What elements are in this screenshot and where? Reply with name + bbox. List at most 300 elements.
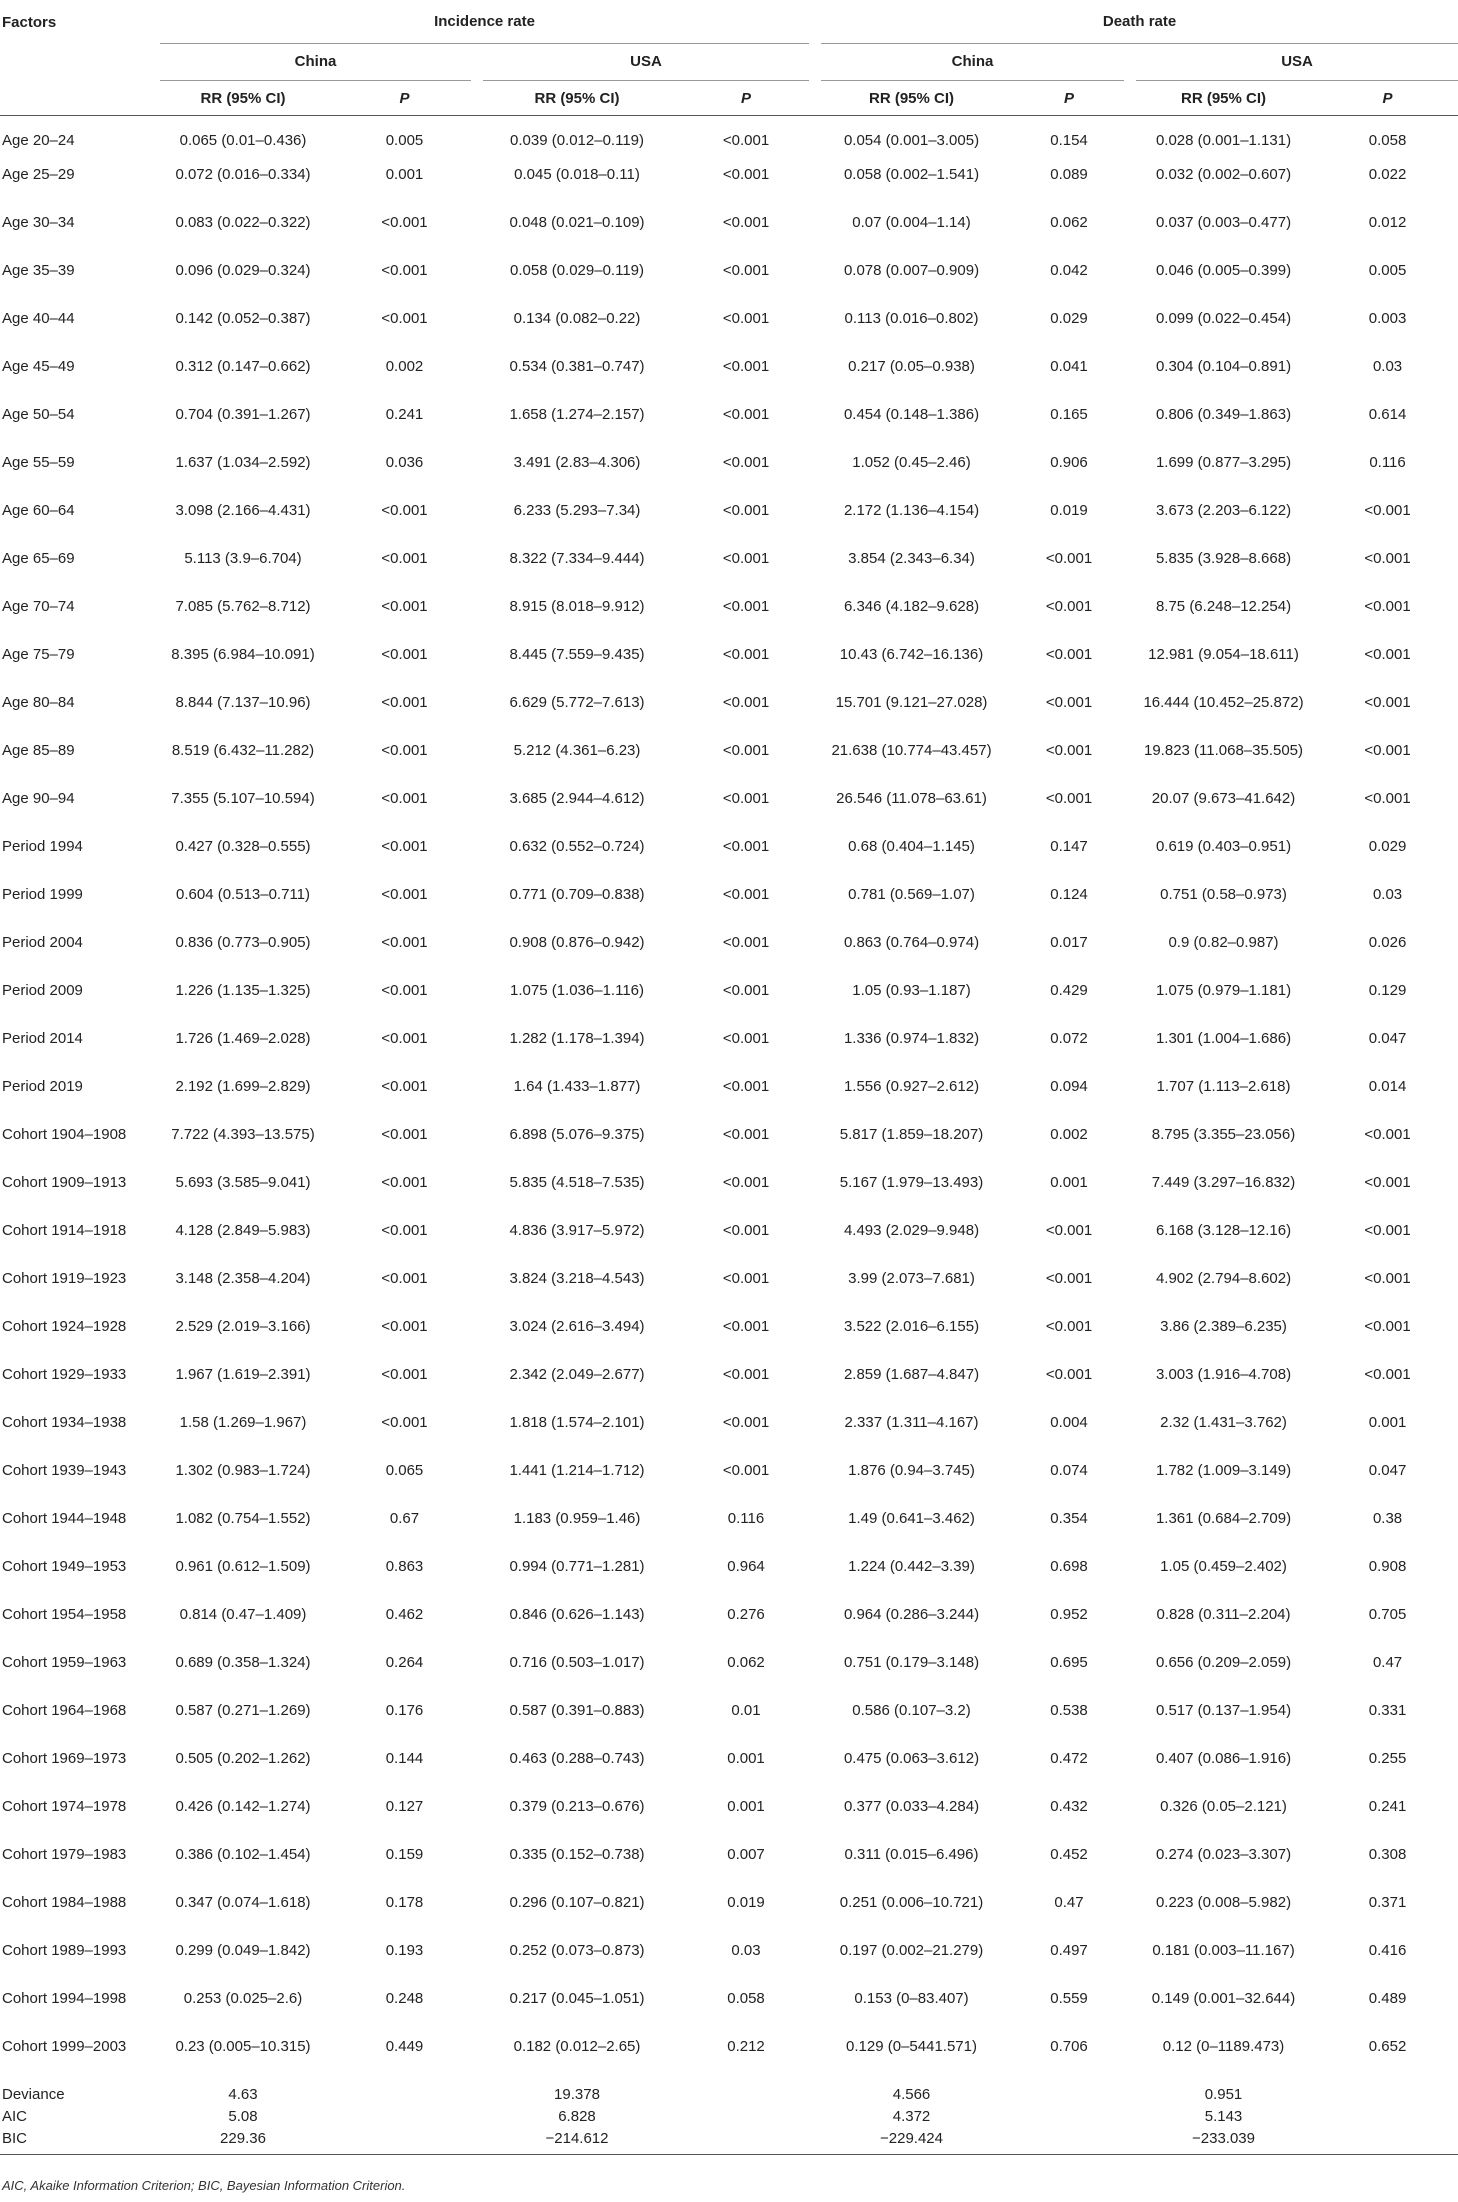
p-value-cell: 0.705 [1368, 1606, 1407, 1623]
factor-label: Cohort 1964–1968 [2, 1702, 127, 1719]
p-value-cell: 0.147 [1050, 838, 1088, 855]
factor-label: Cohort 1949–1953 [2, 1558, 127, 1575]
p-value-cell: <0.001 [722, 1174, 770, 1191]
p-value-cell: <0.001 [1045, 550, 1093, 567]
p-value-cell: 0.047 [1368, 1462, 1407, 1479]
rr-cell: 3.024 (2.616–3.494) [509, 1318, 645, 1335]
table-header [0, 0, 1458, 116]
rr-cell: 0.07 (0.004–1.14) [852, 214, 971, 231]
death-china-header [815, 44, 1130, 81]
rr-cell: 0.296 (0.107–0.821) [509, 1894, 645, 1911]
rr-cell: 8.322 (7.334–9.444) [509, 550, 645, 567]
rr-cell: 0.771 (0.709–0.838) [509, 886, 645, 903]
table-row [0, 1076, 1458, 1124]
p-value-cell: <0.001 [1364, 1318, 1411, 1335]
rr-cell: 3.854 (2.343–6.34) [848, 550, 975, 567]
rr-cell: 3.86 (2.389–6.235) [1160, 1318, 1287, 1335]
empty-cell [1008, 2084, 1130, 2106]
p-value-cell: <0.001 [722, 598, 770, 615]
p-value-cell: 0.094 [1050, 1078, 1088, 1095]
rr-cell: 0.046 (0.005–0.399) [1155, 262, 1292, 279]
rr-cell: 0.704 (0.391–1.267) [175, 406, 311, 423]
stat-value: 5.08 [228, 2108, 258, 2125]
rr-cell: 0.182 (0.012–2.65) [513, 2038, 641, 2055]
p-value-cell: 0.116 [1369, 454, 1406, 471]
factor-label: Cohort 1924–1928 [2, 1318, 127, 1335]
rr-cell: 0.689 (0.358–1.324) [175, 1654, 311, 1671]
p-value-cell: <0.001 [722, 1414, 770, 1431]
p-value-cell: 0.001 [1050, 1174, 1088, 1191]
rr-cell: 10.43 (6.742–16.136) [839, 646, 984, 663]
p-value-cell: <0.001 [381, 934, 428, 951]
p-value-cell: 0.695 [1050, 1654, 1088, 1671]
rr-cell: 5.693 (3.585–9.041) [175, 1174, 311, 1191]
rr-cell: 4.128 (2.849–5.983) [175, 1222, 311, 1239]
p-value-cell: <0.001 [1045, 1222, 1093, 1239]
rr-cell: 3.491 (2.83–4.306) [513, 454, 641, 471]
rr-cell: 0.426 (0.142–1.274) [175, 1798, 311, 1815]
rr-cell: 6.629 (5.772–7.613) [509, 694, 645, 711]
p-value-cell: 0.908 [1368, 1558, 1407, 1575]
rr-cell: 1.05 (0.459–2.402) [1160, 1558, 1287, 1575]
death-usa-label: USA [1136, 44, 1458, 81]
rr-cell: 1.052 (0.45–2.46) [852, 454, 971, 471]
factor-label: Cohort 1904–1908 [2, 1126, 127, 1143]
p-value-cell: 0.002 [1050, 1126, 1088, 1143]
stat-value: 6.828 [558, 2108, 596, 2125]
rr-cell: 1.699 (0.877–3.295) [1155, 454, 1292, 471]
table-row [0, 404, 1458, 452]
table-row [0, 980, 1458, 1028]
p-value-cell: 0.159 [385, 1846, 424, 1863]
p-value-cell: <0.001 [1045, 1270, 1093, 1287]
incidence-rate-header [154, 0, 815, 44]
rr-cell: 1.226 (1.135–1.325) [175, 982, 311, 999]
stat-value: −214.612 [477, 2128, 677, 2155]
p-value-cell: <0.001 [381, 982, 428, 999]
stat-value: 5.143 [1204, 2108, 1243, 2125]
rr-cell: 6.898 (5.076–9.375) [509, 1126, 645, 1143]
p-value-cell: <0.001 [722, 1462, 770, 1479]
p-value-cell: <0.001 [722, 982, 770, 999]
table-row [0, 1796, 1458, 1844]
rr-cell: 0.048 (0.021–0.109) [509, 214, 645, 231]
rr-cell: 0.23 (0.005–10.315) [175, 2038, 311, 2055]
p-value-cell: <0.001 [722, 166, 770, 183]
stat-value: 4.63 [228, 2086, 258, 2103]
factor-label: Age 35–39 [2, 262, 75, 279]
p-value-cell: <0.001 [1364, 694, 1411, 711]
table-row [0, 1316, 1458, 1364]
p-value-cell: <0.001 [381, 1030, 428, 1047]
rr-cell: 8.844 (7.137–10.96) [175, 694, 311, 711]
p-value-cell: 0.154 [1050, 132, 1088, 149]
empty-cell [677, 2128, 815, 2155]
rr-cell: 1.658 (1.274–2.157) [509, 406, 645, 423]
rr-cell: 0.181 (0.003–11.167) [1152, 1942, 1295, 1959]
table-row [0, 1700, 1458, 1748]
p-value-cell: 0.116 [727, 1510, 765, 1527]
table-row [0, 164, 1458, 212]
p-value-cell: 0.489 [1368, 1990, 1407, 2007]
rr-cell: 1.707 (1.113–2.618) [1156, 1078, 1291, 1095]
p-value-cell: 0.001 [385, 166, 424, 183]
p-value-cell: 0.074 [1050, 1462, 1088, 1479]
table-row [0, 1844, 1458, 1892]
p-value-cell: 0.176 [385, 1702, 424, 1719]
p-value-cell: 0.264 [385, 1654, 424, 1671]
empty-cell [332, 2084, 477, 2106]
factor-label: Age 20–24 [2, 132, 75, 149]
p-value-cell: <0.001 [722, 214, 770, 231]
factor-label: Cohort 1969–1973 [2, 1750, 127, 1767]
rr-cell: 1.782 (1.009–3.149) [1155, 1462, 1292, 1479]
rr-cell: 0.129 (0–5441.571) [846, 2038, 977, 2055]
p-value-cell: <0.001 [722, 742, 770, 759]
table-row [0, 1652, 1458, 1700]
rr-cell: 0.299 (0.049–1.842) [175, 1942, 311, 1959]
factor-label: Cohort 1974–1978 [2, 1798, 127, 1815]
p-value-cell: 0.38 [1372, 1510, 1403, 1527]
rr-cell: 0.058 (0.029–0.119) [510, 262, 644, 279]
table-row [0, 692, 1458, 740]
p-value-cell: <0.001 [1364, 598, 1411, 615]
rr-cell: 1.075 (1.036–1.116) [510, 982, 644, 999]
p-value-cell: <0.001 [722, 1270, 770, 1287]
factor-label: Cohort 1999–2003 [2, 2038, 127, 2055]
rr-cell: 0.68 (0.404–1.145) [848, 838, 975, 855]
rr-cell: 3.673 (2.203–6.122) [1155, 502, 1292, 519]
p-value-cell: 0.559 [1050, 1990, 1088, 2007]
table-row [0, 1268, 1458, 1316]
p-value-cell: <0.001 [381, 694, 428, 711]
table-body [0, 116, 1458, 2155]
p-value-cell: <0.001 [722, 1078, 770, 1095]
p-value-cell: <0.001 [381, 1318, 428, 1335]
rr-cell: 16.444 (10.452–25.872) [1143, 694, 1304, 711]
factor-label: Age 60–64 [2, 502, 75, 519]
p-value-cell: <0.001 [722, 550, 770, 567]
p-value-cell: <0.001 [722, 646, 770, 663]
rr-cell: 0.517 (0.137–1.954) [1155, 1702, 1292, 1719]
rr-cell: 0.274 (0.023–3.307) [1155, 1846, 1292, 1863]
table-footnote: AIC, Akaike Information Criterion; BIC, Bayesian Information Criterion. [2, 2178, 406, 2193]
p-value-cell: 0.906 [1050, 454, 1088, 471]
rr-cell: 1.224 (0.442–3.39) [848, 1558, 975, 1575]
rr-cell: 4.902 (2.794–8.602) [1155, 1270, 1292, 1287]
rr-cell: 0.632 (0.552–0.724) [509, 838, 645, 855]
stat-row [0, 2106, 1458, 2128]
table-row [0, 1460, 1458, 1508]
rr-cell: 0.217 (0.05–0.938) [848, 358, 975, 375]
rr-cell: 0.751 (0.179–3.148) [843, 1654, 980, 1671]
rr-cell: 0.037 (0.003–0.477) [1155, 214, 1292, 231]
p-value-cell: 0.193 [385, 1942, 424, 1959]
factor-label: Age 45–49 [2, 358, 75, 375]
rr-header: RR (95% CI) [1181, 89, 1267, 107]
p-value-cell: <0.001 [1364, 502, 1411, 519]
p-value-cell: <0.001 [381, 1222, 428, 1239]
p-value-cell: <0.001 [722, 310, 770, 327]
p-value-cell: 0.308 [1368, 1846, 1407, 1863]
p-value-cell: <0.001 [1364, 1174, 1411, 1191]
rr-cell: 0.153 (0–83.407) [854, 1990, 969, 2007]
empty-cell [677, 2084, 815, 2106]
stat-value: 229.36 [154, 2128, 332, 2155]
rr-cell: 2.172 (1.136–4.154) [843, 502, 980, 519]
p-value-cell: <0.001 [1364, 1366, 1411, 1383]
table-row [0, 596, 1458, 644]
stat-value: 4.372 [892, 2108, 931, 2125]
rr-cell: 0.781 (0.569–1.07) [848, 886, 975, 903]
rr-cell: 5.167 (1.979–13.493) [839, 1174, 984, 1191]
rr-cell: 5.817 (1.859–18.207) [839, 1126, 984, 1143]
rr-cell: 1.876 (0.94–3.745) [848, 1462, 975, 1479]
rr-cell: 0.377 (0.033–4.284) [843, 1798, 980, 1815]
rr-cell: 0.197 (0.002–21.279) [839, 1942, 984, 1959]
table-row [0, 2036, 1458, 2084]
rr-cell: 0.475 (0.063–3.612) [843, 1750, 980, 1767]
p-value-cell: 0.03 [1372, 358, 1403, 375]
rr-cell: 1.282 (1.178–1.394) [509, 1030, 645, 1047]
rr-cell: 4.493 (2.029–9.948) [843, 1222, 980, 1239]
table-row [0, 500, 1458, 548]
p-value-cell: 0.03 [731, 1942, 761, 1959]
p-value-cell: 0.001 [727, 1798, 765, 1815]
p-value-cell: 0.03 [1372, 886, 1403, 903]
p-value-cell: <0.001 [722, 886, 770, 903]
p-value-cell: <0.001 [1364, 550, 1411, 567]
death-china-label: China [821, 44, 1124, 81]
rr-cell: 3.522 (2.016–6.155) [843, 1318, 980, 1335]
p-value-cell: 0.041 [1050, 358, 1088, 375]
p-value-cell: <0.001 [722, 358, 770, 375]
p-value-cell: <0.001 [381, 742, 428, 759]
rr-cell: 0.039 (0.012–0.119) [510, 132, 644, 149]
rr-cell: 0.534 (0.381–0.747) [509, 358, 645, 375]
rr-cell: 1.726 (1.469–2.028) [175, 1030, 311, 1047]
p-value-cell: 0.432 [1050, 1798, 1088, 1815]
rr-cell: 3.003 (1.916–4.708) [1155, 1366, 1292, 1383]
stat-row [0, 2128, 1458, 2155]
p-value-cell: 0.472 [1050, 1750, 1088, 1767]
p-header: P [1064, 89, 1075, 107]
rr-cell: 8.915 (8.018–9.912) [509, 598, 645, 615]
rr-cell: 0.347 (0.074–1.618) [175, 1894, 311, 1911]
table-row [0, 1604, 1458, 1652]
rr-cell: 3.148 (2.358–4.204) [175, 1270, 311, 1287]
p-value-cell: <0.001 [381, 838, 428, 855]
rr-cell: 1.301 (1.004–1.686) [1155, 1030, 1292, 1047]
table-row [0, 1556, 1458, 1604]
table-row [0, 116, 1458, 165]
p-value-cell: 0.019 [727, 1894, 765, 1911]
empty-cell [1317, 2128, 1458, 2155]
rr-cell: 8.519 (6.432–11.282) [171, 742, 315, 759]
p-value-cell: 0.964 [727, 1558, 765, 1575]
rr-cell: 7.722 (4.393–13.575) [171, 1126, 315, 1143]
rr-cell: 0.586 (0.107–3.2) [852, 1702, 971, 1719]
p-value-cell: <0.001 [722, 1318, 770, 1335]
rr-cell: 0.065 (0.01–0.436) [179, 132, 307, 149]
factor-label: Period 2019 [2, 1078, 83, 1095]
p-value-cell: <0.001 [722, 454, 770, 471]
rr-cell: 0.134 (0.082–0.22) [513, 310, 641, 327]
rr-cell: 0.217 (0.045–1.051) [509, 1990, 645, 2007]
p-value-cell: 0.036 [385, 454, 424, 471]
rr-cell: 0.454 (0.148–1.386) [843, 406, 980, 423]
p-value-cell: 0.538 [1050, 1702, 1088, 1719]
factor-label: Cohort 1929–1933 [2, 1366, 127, 1383]
rr-cell: 0.251 (0.006–10.721) [839, 1894, 984, 1911]
factor-label: Age 80–84 [2, 694, 75, 711]
rr-cell: 0.028 (0.001–1.131) [1155, 132, 1292, 149]
rr-cell: 0.326 (0.05–2.121) [1160, 1798, 1287, 1815]
p-value-cell: <0.001 [1045, 694, 1093, 711]
p-value-cell: 0.452 [1050, 1846, 1088, 1863]
incidence-china-label: China [160, 44, 471, 81]
p-value-cell: <0.001 [722, 406, 770, 423]
rr-cell: 5.212 (4.361–6.23) [513, 742, 641, 759]
rr-cell: 2.337 (1.311–4.167) [844, 1414, 979, 1431]
p-value-cell: <0.001 [381, 1414, 428, 1431]
p-value-cell: <0.001 [722, 838, 770, 855]
rr-cell: 6.168 (3.128–12.16) [1155, 1222, 1292, 1239]
factor-label: Age 85–89 [2, 742, 75, 759]
rr-cell: 2.32 (1.431–3.762) [1160, 1414, 1287, 1431]
rr-cell: 1.183 (0.959–1.46) [513, 1510, 641, 1527]
empty-cell [332, 2128, 477, 2155]
rr-cell: 0.587 (0.391–0.883) [509, 1702, 645, 1719]
p-value-cell: 0.124 [1050, 886, 1088, 903]
rr-cell: 2.192 (1.699–2.829) [175, 1078, 311, 1095]
stat-value: 4.566 [892, 2086, 931, 2103]
rr-cell: 8.445 (7.559–9.435) [509, 646, 645, 663]
p-value-cell: 0.371 [1368, 1894, 1407, 1911]
factor-label: Cohort 1919–1923 [2, 1270, 127, 1287]
rr-cell: 1.637 (1.034–2.592) [175, 454, 311, 471]
p-value-cell: <0.001 [722, 1126, 770, 1143]
p-value-cell: 0.429 [1050, 982, 1088, 999]
rr-cell: 20.07 (9.673–41.642) [1151, 790, 1296, 807]
table-row [0, 1748, 1458, 1796]
rr-cell: 0.099 (0.022–0.454) [1155, 310, 1292, 327]
rr-cell: 1.075 (0.979–1.181) [1155, 982, 1292, 999]
p-value-cell: 0.698 [1050, 1558, 1088, 1575]
rr-cell: 0.032 (0.002–0.607) [1155, 166, 1292, 183]
p-value-cell: <0.001 [1045, 1318, 1093, 1335]
table-row [0, 1364, 1458, 1412]
p-value-cell: <0.001 [1045, 598, 1093, 615]
rr-cell: 0.054 (0.001–3.005) [843, 132, 980, 149]
p-value-cell: 0.67 [389, 1510, 420, 1527]
p-value-cell: 0.072 [1050, 1030, 1088, 1047]
p-value-cell: 0.127 [385, 1798, 424, 1815]
rr-cell: 3.098 (2.166–4.431) [175, 502, 311, 519]
factor-label: Age 25–29 [2, 166, 75, 183]
table-row [0, 1220, 1458, 1268]
table-row [0, 932, 1458, 980]
factor-label: Cohort 1979–1983 [2, 1846, 127, 1863]
p-value-cell: <0.001 [1364, 646, 1411, 663]
p-value-cell: 0.019 [1050, 502, 1088, 519]
p-value-cell: <0.001 [1045, 790, 1093, 807]
table-row [0, 644, 1458, 692]
rr-cell: 2.342 (2.049–2.677) [509, 1366, 645, 1383]
rr-cell: 0.836 (0.773–0.905) [175, 934, 311, 951]
rr-cell: 1.441 (1.214–1.712) [509, 1462, 645, 1479]
p-value-cell: 0.005 [1368, 262, 1407, 279]
rr-cell: 21.638 (10.774–43.457) [831, 742, 992, 759]
table-row [0, 1412, 1458, 1460]
table-row [0, 1508, 1458, 1556]
rr-cell: 0.994 (0.771–1.281) [509, 1558, 645, 1575]
p-value-cell: 0.241 [385, 406, 424, 423]
death-usa-header [1130, 44, 1458, 81]
p-value-cell: <0.001 [1045, 742, 1093, 759]
factor-label: Age 65–69 [2, 550, 75, 567]
rr-cell: 15.701 (9.121–27.028) [835, 694, 988, 711]
rr-cell: 0.113 (0.016–0.802) [844, 310, 979, 327]
p-value-cell: <0.001 [722, 262, 770, 279]
p-value-cell: 0.042 [1050, 262, 1088, 279]
rr-cell: 7.449 (3.297–16.832) [1151, 1174, 1296, 1191]
rr-cell: 0.964 (0.286–3.244) [843, 1606, 980, 1623]
p-value-cell: 0.144 [385, 1750, 424, 1767]
rr-cell: 0.083 (0.022–0.322) [175, 214, 311, 231]
rr-cell: 0.142 (0.052–0.387) [175, 310, 311, 327]
p-value-cell: <0.001 [1364, 1222, 1411, 1239]
rr-cell: 2.529 (2.019–3.166) [175, 1318, 311, 1335]
factor-label: Cohort 1909–1913 [2, 1174, 127, 1191]
rr-cell: 0.656 (0.209–2.059) [1155, 1654, 1292, 1671]
rr-cell: 0.335 (0.152–0.738) [509, 1846, 645, 1863]
empty-cell [1317, 2106, 1458, 2128]
empty-cell [1008, 2128, 1130, 2155]
factor-label: Age 70–74 [2, 598, 75, 615]
p-value-cell: 0.004 [1050, 1414, 1088, 1431]
rr-cell: 4.836 (3.917–5.972) [509, 1222, 645, 1239]
rr-cell: 0.252 (0.073–0.873) [509, 1942, 645, 1959]
p-value-cell: 0.029 [1050, 310, 1088, 327]
p-value-cell: 0.058 [1368, 132, 1407, 149]
stat-value: −229.424 [815, 2128, 1008, 2155]
table-row [0, 740, 1458, 788]
p-value-cell: 0.065 [385, 1462, 424, 1479]
factor-label: Period 2009 [2, 982, 83, 999]
p-value-cell: <0.001 [381, 1270, 428, 1287]
rr-cell: 0.379 (0.213–0.676) [509, 1798, 645, 1815]
p-value-cell: 0.029 [1368, 838, 1407, 855]
p-value-cell: 0.255 [1368, 1750, 1407, 1767]
p-value-cell: <0.001 [381, 886, 428, 903]
p-value-cell: 0.449 [385, 2038, 424, 2055]
factor-label: Period 2014 [2, 1030, 83, 1047]
p-value-cell: 0.001 [1368, 1414, 1407, 1431]
p-header: P [741, 89, 752, 107]
p-header: P [1382, 89, 1393, 107]
rr-cell: 1.05 (0.93–1.187) [852, 982, 971, 999]
p-value-cell: 0.952 [1050, 1606, 1088, 1623]
p-value-cell: 0.062 [1050, 214, 1088, 231]
incidence-usa-header [477, 44, 815, 81]
factor-label: Cohort 1989–1993 [2, 1942, 127, 1959]
rr-cell: 0.407 (0.086–1.916) [1155, 1750, 1292, 1767]
factor-label: Period 1994 [2, 838, 83, 855]
table-row [0, 884, 1458, 932]
p-value-cell: <0.001 [1045, 1366, 1093, 1383]
rr-cell: 0.961 (0.612–1.509) [175, 1558, 311, 1575]
